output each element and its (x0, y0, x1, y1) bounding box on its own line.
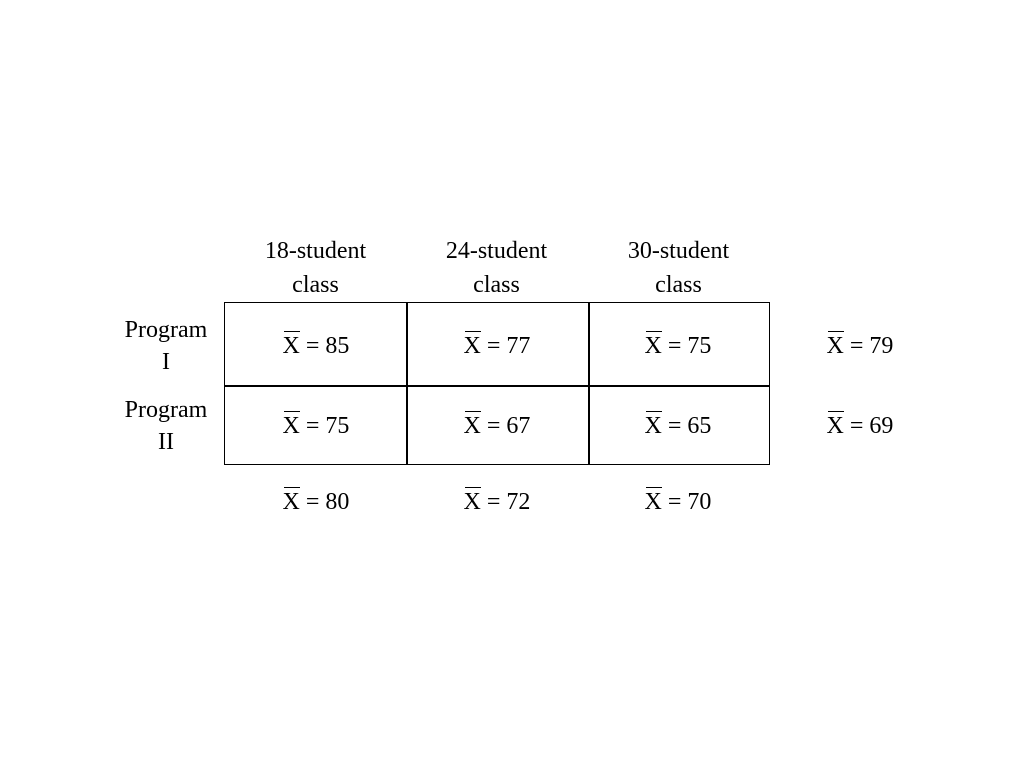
row-header-program-ii (108, 394, 224, 458)
column-header-24-student (406, 234, 587, 302)
column-mean (406, 487, 588, 517)
mean-value: = 72 (480, 489, 531, 515)
row-mean (769, 331, 951, 361)
x-bar-symbol: X (282, 489, 300, 515)
column-header-line2: class (473, 272, 520, 298)
mean-value: = 70 (661, 489, 712, 515)
column-header-line1: 24-student (445, 238, 548, 264)
column-mean (587, 487, 769, 517)
column-header-30-student (588, 234, 769, 302)
x-bar-symbol: X (644, 489, 662, 515)
mean-value: = 69 (843, 413, 894, 439)
row-header-program-i (108, 314, 224, 378)
x-bar-symbol: X (463, 489, 481, 515)
mean-value: = 80 (299, 489, 350, 515)
x-bar-symbol: X (826, 413, 844, 439)
column-header-line1: 18-student (264, 238, 367, 264)
cell-mean (406, 411, 588, 441)
row-header-line2: I (162, 349, 170, 375)
x-bar-symbol: X (644, 413, 662, 439)
grid-divider (225, 385, 769, 387)
column-header-line2: class (292, 272, 339, 298)
row-header-line2: II (158, 429, 174, 455)
mean-value: = 65 (661, 413, 712, 439)
column-mean (225, 487, 407, 517)
x-bar-symbol: X (282, 413, 300, 439)
mean-value: = 67 (480, 413, 531, 439)
mean-value: = 75 (661, 333, 712, 359)
mean-value: = 77 (480, 333, 531, 359)
x-bar-symbol: X (644, 333, 662, 359)
x-bar-symbol: X (463, 333, 481, 359)
column-header-18-student (225, 234, 406, 302)
cell-mean (225, 331, 407, 361)
x-bar-symbol: X (826, 333, 844, 359)
cell-mean (587, 411, 769, 441)
row-header-line1: Program (124, 317, 208, 343)
column-header-line2: class (655, 272, 702, 298)
x-bar-symbol: X (282, 333, 300, 359)
x-bar-symbol: X (463, 413, 481, 439)
cell-mean (406, 331, 588, 361)
row-mean (769, 411, 951, 441)
mean-value: = 79 (843, 333, 894, 359)
cell-mean (587, 331, 769, 361)
column-header-line1: 30-student (627, 238, 730, 264)
cell-mean (225, 411, 407, 441)
mean-value: = 85 (299, 333, 350, 359)
row-header-line1: Program (124, 397, 208, 423)
mean-value: = 75 (299, 413, 350, 439)
